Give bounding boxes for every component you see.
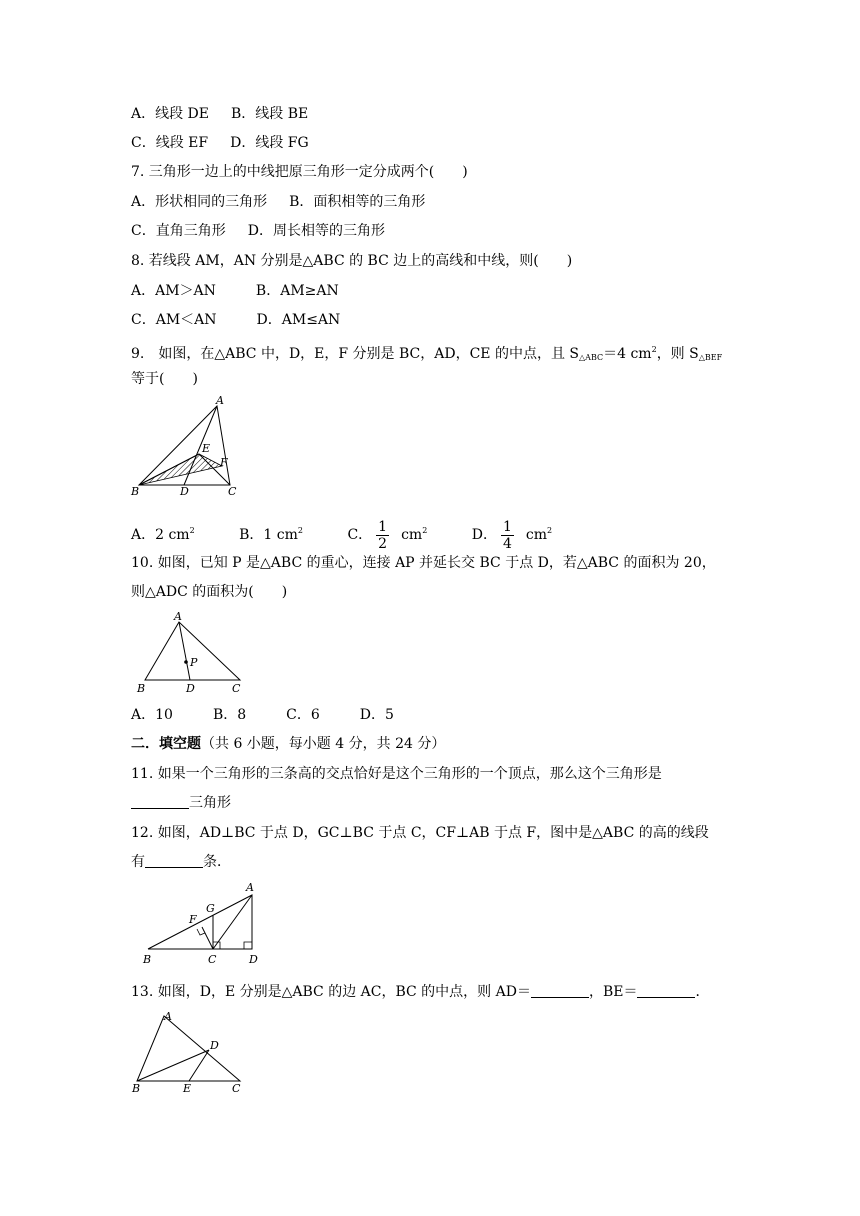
q12-label-f: F bbox=[189, 913, 197, 926]
q11-stem-cont: 三角形 bbox=[189, 795, 231, 811]
q12-suffix: 条． bbox=[203, 854, 231, 870]
q9-sup: 2 bbox=[651, 345, 657, 354]
q11-stem-cont-row bbox=[131, 793, 231, 813]
q9-stem-part-3: ，则 S bbox=[656, 346, 699, 362]
q13-stem: 13. 如图，D，E 分别是△ABC 的边 AC，BC 的中点，则 AD＝ bbox=[131, 984, 531, 1000]
q6-option-c: C．线段 EF bbox=[131, 135, 209, 151]
q9-stem bbox=[131, 340, 722, 368]
q11-answer-blank[interactable] bbox=[131, 794, 189, 809]
section-2-detail: （共 6 小题，每小题 4 分，共 24 分） bbox=[201, 736, 446, 752]
q8-stem: 8. 若线段 AM，AN 分别是△ABC 的 BC 边上的高线和中线，则( ) bbox=[131, 253, 573, 269]
q9-stem-part-1: 9. 如图，在△ABC 中，D，E，F 分别是 BC，AD，CE 的中点，且 S bbox=[131, 346, 580, 362]
q12-figure bbox=[138, 878, 268, 968]
q13-figure bbox=[128, 1008, 248, 1098]
q7-options-row-1 bbox=[131, 192, 425, 212]
q12-answer-blank[interactable] bbox=[145, 853, 203, 868]
q10-label-b: B bbox=[137, 682, 146, 695]
q8-option-c: C．AM＜AN bbox=[131, 312, 217, 328]
q9-stem-cont: 等于( ) bbox=[131, 371, 198, 387]
q13-label-a: A bbox=[164, 1010, 172, 1023]
q12-label-g: G bbox=[206, 902, 215, 915]
q9-label-b: B bbox=[131, 485, 140, 498]
q9-label-e: E bbox=[202, 442, 211, 455]
q10-option-a: A．10 bbox=[131, 707, 173, 723]
q10-option-d: D．5 bbox=[359, 707, 394, 723]
q9-option-d: D． $\frac{1}{4}$ $cm^2$ bbox=[471, 518, 553, 552]
q10-stem-cont: 则△ADC 的面积为( ) bbox=[131, 584, 288, 600]
q8-option-b: B．AM≥AN bbox=[255, 283, 339, 299]
q10-label-c: C bbox=[232, 682, 241, 695]
q12-answer-row bbox=[131, 852, 231, 872]
q13-label-e: E bbox=[183, 1082, 192, 1095]
q12-prefix: 有 bbox=[131, 854, 145, 870]
q9-fraction-d: $\frac{1}{4}$ bbox=[503, 518, 512, 552]
q9-option-c: C． $\frac{1}{2}$ $cm^2$ bbox=[347, 518, 428, 552]
q9-options bbox=[131, 512, 552, 554]
q10-label-p: P bbox=[190, 656, 198, 669]
q12-label-c: C bbox=[208, 953, 217, 966]
q6-option-d: D．线段 FG bbox=[230, 135, 309, 151]
q13-mid: ，BE＝ bbox=[588, 984, 638, 1000]
q9-label-f: F bbox=[220, 456, 228, 469]
q12-segment-ac bbox=[213, 895, 252, 949]
q12-segment-cf bbox=[202, 927, 213, 949]
q13-label-b: B bbox=[132, 1082, 141, 1095]
q9-option-a: A．2 $cm^2$ bbox=[131, 526, 195, 543]
q7-option-d: D．周长相等的三角形 bbox=[247, 223, 385, 239]
q8-option-a: A．AM＞AN bbox=[131, 283, 216, 299]
q7-stem: 7. 三角形一边上的中线把原三角形一定分成两个( ) bbox=[131, 164, 468, 180]
q9-sub-bef: △BEF bbox=[698, 353, 723, 362]
q12-label-b: B bbox=[143, 953, 152, 966]
q9-label-d: D bbox=[180, 485, 189, 498]
q8-options-row-2 bbox=[131, 310, 340, 330]
q12-stem: 12. 如图，AD⊥BC 于点 D，GC⊥BC 于点 C，CF⊥AB 于点 F，图中是△ABC 的高的线段 bbox=[131, 825, 709, 841]
q10-point-p bbox=[184, 660, 188, 664]
q10-option-c: C．6 bbox=[286, 707, 320, 723]
q13-blank-be[interactable] bbox=[637, 983, 695, 998]
q13-label-d: D bbox=[210, 1039, 219, 1052]
q9-label-a: A bbox=[216, 394, 224, 407]
q9-option-b: B．1 $cm^2$ bbox=[239, 526, 303, 543]
q10-options bbox=[131, 705, 394, 725]
q12-triangle-abd bbox=[148, 895, 252, 949]
q8-options-row-1 bbox=[131, 281, 339, 301]
q13-end: ． bbox=[695, 984, 710, 1000]
q9-fraction-c: $\frac{1}{2}$ bbox=[378, 518, 388, 552]
q6-options-row-1 bbox=[131, 104, 308, 124]
q11-stem: 11. 如果一个三角形的三条高的交点恰好是这个三角形的一个顶点，那么这个三角形是 bbox=[131, 766, 662, 782]
q13-triangle-abc bbox=[137, 1016, 240, 1081]
q6-option-b: B．线段 BE bbox=[231, 106, 309, 122]
q10-option-b: B．8 bbox=[212, 707, 247, 723]
q9-label-c: C bbox=[228, 485, 237, 498]
q13-blank-ad[interactable] bbox=[531, 983, 589, 998]
q10-stem: 10. 如图，已知 P 是△ABC 的重心，连接 AP 并延长交 BC 于点 D，若△ABC 的面积为 20， bbox=[131, 555, 716, 571]
q7-option-b: B．面积相等的三角形 bbox=[289, 194, 426, 210]
q10-label-a: A bbox=[174, 610, 182, 623]
section-2-heading bbox=[131, 734, 445, 754]
q8-option-d: D．AM≤AN bbox=[256, 312, 341, 328]
q6-option-a: A．线段 DE bbox=[131, 106, 210, 122]
q13-label-c: C bbox=[232, 1082, 241, 1095]
q9-shaded-triangle-bef bbox=[139, 454, 222, 485]
q7-options-row-2 bbox=[131, 221, 385, 241]
q9-figure bbox=[128, 396, 248, 498]
q7-option-c: C．直角三角形 bbox=[131, 223, 226, 239]
q6-options-row-2 bbox=[131, 133, 309, 153]
q10-figure bbox=[132, 610, 252, 696]
q10-triangle-abc bbox=[145, 622, 240, 680]
q10-label-d: D bbox=[186, 682, 195, 695]
q12-label-a: A bbox=[246, 881, 254, 894]
q12-right-angle-d bbox=[244, 942, 252, 949]
q7-option-a: A．形状相同的三角形 bbox=[131, 194, 268, 210]
q13-stem-row bbox=[131, 982, 709, 1002]
q9-segment-ad bbox=[184, 406, 217, 485]
q9-stem-part-2: ＝4 cm bbox=[603, 346, 652, 362]
q9-sub-abc: △ABC bbox=[579, 353, 604, 362]
section-2-title: 二．填空题 bbox=[131, 736, 201, 752]
q12-label-d: D bbox=[249, 953, 258, 966]
